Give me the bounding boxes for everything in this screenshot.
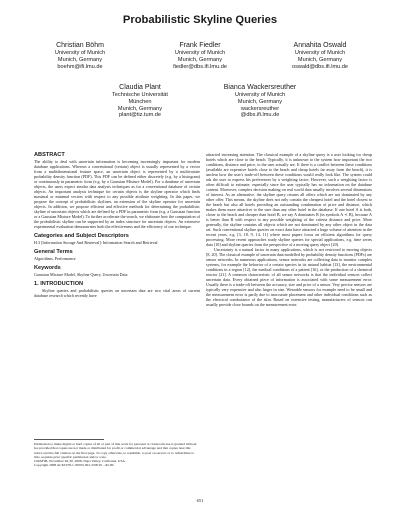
author-email: boehm@ifi.lmu.de [57, 63, 103, 70]
introduction-heading: 1. INTRODUCTION [34, 281, 84, 288]
author-name: Claudia Plant [119, 84, 161, 91]
categories-text: H.3 [Information Storage And Retrieval]: Information Search and Retrieval [34, 240, 158, 246]
author-name: Frank Fiedler [179, 42, 221, 49]
author-email: fiedler@dbs.ifi.lmu.de [173, 63, 227, 70]
body-paragraph: attracted increasing attention. The classical example of a skyline query is a user looking for cheap hotels which are close to the beach. Typically, it is unknown to the system how important the two conditions, distance and price, to the user actually are. If there is a conflict between these conditions (available are expensive hotels close to the beach and cheap hotels far away from the beach), it is unclear how the user's trade-off between these conditions would really look like. The system could ask the user to express his preferences by a weighting factor. However, such a weighting factor is often difficult to estimate, especially since the user typically has no information on the database content. Moreover, complex decision making on real world data usually involves several dimensions of interest. As an alternative, the skyline query returns all offers which are not dominated by any other offer. This means, the skyline does not only contain the cheapest hotel and the hotel closest to the beach but also all hotels providing an outstanding combination of price and distance, which makes them more attractive to the user than any other hotel in the database. If one hotel A is both, closer to the beach and cheaper than hotel B, we say A dominates B (in symbols A ≺ B), because A is better than B with respect to any possible weighting of the criteria distance and price. More generally, the skyline contains all objects which are not dominated by any other object in the data set. Such conventional skyline queries on exact data have attracted a huge volume of attention in the recent years, e.g. [3, 18, 9, 14, 11] where most papers focus on efficient algorithms for query processing. More recent approaches study skyline queries for special applications, e.g. time series data [10] and skyline queries from the perspective of a moving query object [20]. [206, 152, 372, 248]
author-email: wackersreuther [240, 105, 280, 112]
author-name: Bianca Wackersreuther [223, 84, 297, 91]
author-name: Christian Böhm [56, 42, 104, 49]
paper-title: Probabilistic Skyline Queries [122, 14, 278, 26]
author-affiliation: Technische Universität [112, 92, 168, 98]
author-affiliation: University of Munich [234, 92, 286, 98]
copyright-notice [34, 442, 200, 468]
author-block [80, 84, 200, 119]
page-number: 651 [196, 498, 204, 503]
keywords-heading: Keywords [34, 265, 61, 272]
abstract-text: The ability to deal with uncertain information is becoming increasingly important for modern database applications. Whereas a conventional (certain) object is usually represented by a vector from a multidimensional feature space, an uncertain object is represented by a multivariate probability density function (PDF). This PDF can be defined either discretely (e.g. by a histogram) or continuously in parametric form (e.g. by a Gaussian Mixture Model). For a database of uncertain objects, the users expect similar data analysis techniques as for a conventional database of certain objects. An important analysis technique for certain objects is the skyline operator which finds maximal or minimal vectors with respect to any possible attribute weighting. In this paper, we propose the concept of probabilistic skylines, an extension of the skyline operator for uncertain objects. In addition, we propose efficient and effective methods for determining the probabilistic skyline of uncertain objects which are defined by a PDF in parametric form (e.g. a Gaussian function or a Gaussian Mixture Model). To further accelerate the search, we elaborate how the computation of the probabilistic skyline can be supported by an index structure for uncertain objects. An extensive experimental evaluation demonstrates both the effectiveness and the efficiency of our technique. [34, 159, 200, 230]
author-affiliation: München [128, 98, 152, 105]
body-paragraph: Uncertainty is a natural factor in many applications, which is not restricted to moving objects [8, 20]. The classical example of uncertain data modelled by probability density functions (PDFs) are sensor networks. In numerous applications, sensor networks are collecting data to monitor complex systems, for example the behavior of a certain species in its natural habitat [13], the environmental conditions in a region [12], the medical conditions of a patient [16], or the production of a chemical reactor [21]. A common characteristic of all sensor networks is that the individual sensors collect uncertain data. Every obtained piece of information is associated with some measurement error. Usually there is a trade-off between the accuracy, size and price of a sensor. Very precise sensors are typically very expensive and also larger in size. Wearable sensors for example need to be small and the measurement error is partly due to inaccurate placement and other individual conditions such as the electrical conductance of the skin. Based on extensive testing, manufacturers of sensors can usually provide close bounds on the measurement error. [206, 247, 372, 308]
keywords-text: Gaussian Mixture Model, Skyline Query, Uncertain Data [34, 272, 128, 278]
author-affiliation: Munich, Germany [177, 56, 223, 63]
terms-heading: General Terms [34, 249, 73, 256]
permission-text: Permission to make digital or hard copies of all or part of this work for personal or classroom use is granted without fee provided that copies are not made or distributed for profit or commercial advantage and that copies bear this notice and the full citation on the first page. To copy otherwise, to republish, to post on servers or to redistribute to lists, requires prior specific permission and/or a fee. [34, 442, 197, 459]
author-affiliation: Munich, Germany [237, 98, 283, 105]
author-email: plant@tiz.tum.de [118, 112, 162, 119]
conference-line: CIKM'08, November 26-30, 2008, Napa Valley, California, USA. [34, 459, 126, 464]
author-email: oswald@dbs.ifi.lmu.de [291, 63, 349, 70]
author-affiliation: University of Munich [174, 50, 226, 56]
footnote-divider [34, 439, 104, 440]
author-affiliation: Munich, Germany [57, 56, 103, 63]
author-affiliation: Munich, Germany [117, 105, 163, 112]
author-affiliation: University of Munich [294, 50, 346, 56]
copyright-line: Copyright 2008 ACM 978-1-59593-991-3/08/10 ...$5.00. [34, 463, 115, 468]
right-column [206, 152, 372, 307]
author-block [260, 42, 380, 70]
introduction-text: Skyline queries and probabilistic queries on uncertain data are two vital areas of current database research which recently have [34, 288, 200, 299]
author-block [200, 84, 320, 119]
categories-heading: Categories and Subject Descriptors [34, 233, 129, 240]
author-email: @dbs.ifi.lmu.de [240, 112, 280, 119]
author-affiliation: University of Munich [54, 50, 106, 56]
terms-text: Algorithms, Performance [34, 256, 76, 262]
left-column [34, 152, 200, 298]
author-block [20, 42, 140, 70]
author-affiliation: Munich, Germany [297, 56, 343, 63]
author-block [140, 42, 260, 70]
author-name: Annahita Oswald [293, 42, 347, 49]
abstract-heading: ABSTRACT [34, 152, 65, 158]
